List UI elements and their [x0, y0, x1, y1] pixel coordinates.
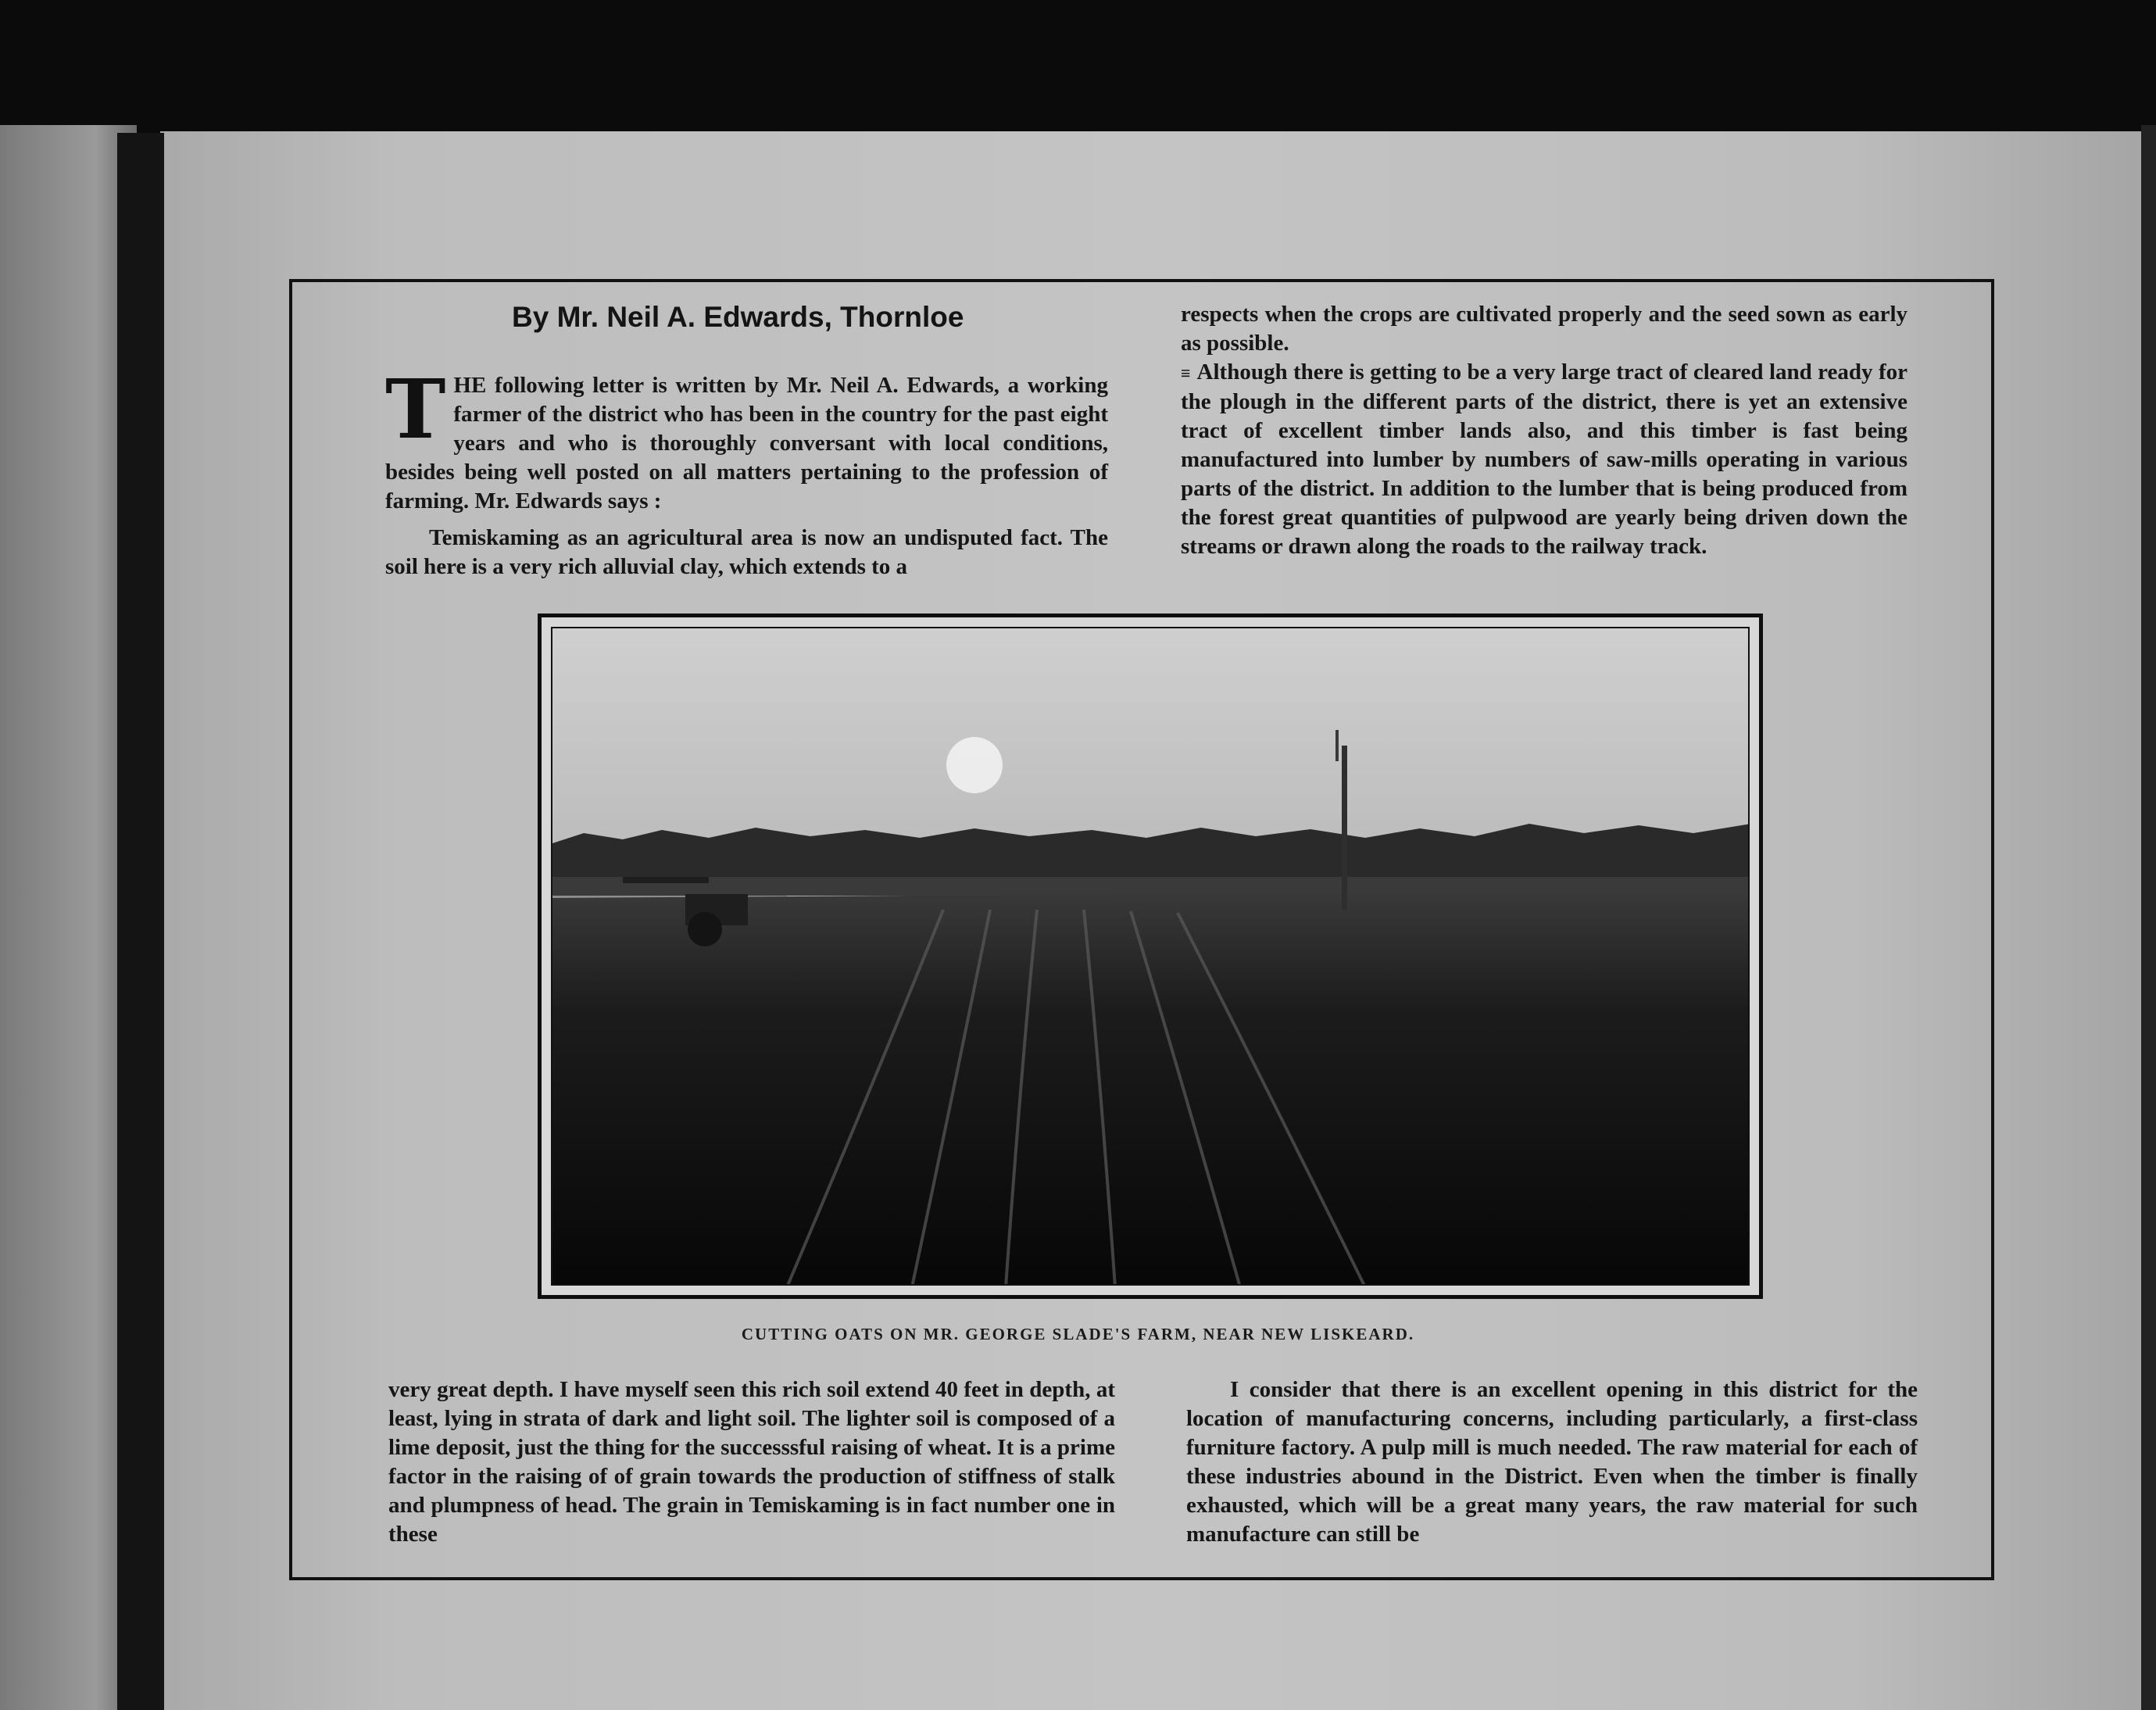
left-column-top: [385, 361, 1108, 581]
farm-photograph: [551, 627, 1750, 1286]
manufacturing-paragraph: I consider that there is an excellent opening in this district for the location of manufacturing concerns, including particularly, a first-class furniture factory. A pulp mill is much needed. The raw material for each of these industries abound in the District. Even when the timber is finally exhausted, which will be a great many years, the raw material for such manufacture can still be: [1186, 1377, 1918, 1547]
right-column-bottom: [1186, 1376, 1918, 1549]
left-column-bottom: [388, 1376, 1115, 1549]
soil-paragraph: Temiskaming as an agricultural area is now an undisputed fact. The soil here is a very rich alluvial clay, which extends to a: [385, 525, 1108, 579]
drop-cap: T: [385, 361, 446, 457]
timber-text: Although there is getting to be a very large tract of cleared land ready for the plough in the different parts of the district, there is yet an extensive tract of excellent timber lands also, and this timber is fast being manufactured into lumber by numbers of saw-mills operating in various parts of the district. In addition to the lumber that is being produced from the forest great quantities of pulpwood are yearly being driven down the streams or drawn along the roads to the railway track.: [1181, 360, 1908, 559]
photo-caption: CUTTING OATS ON MR. GEORGE SLADE'S FARM, NEAR NEW LISKEARD.: [741, 1325, 1415, 1343]
page-edge-right: [2141, 125, 2156, 1710]
intro-paragraph: [385, 361, 1108, 516]
scan-background-top: [0, 0, 2156, 137]
soil-depth-paragraph: very great depth. I have myself seen this rich soil extend 40 feet in depth, at least, lying in strata of dark and light soil. The lighter soil is composed of a lime deposit, just the thing for the successsful raising of wheat. It is a prime factor in the raising of of grain towards the production of stiffness of stalk and plumpness of head. The grain in Temiskaming is in fact number one in these: [388, 1377, 1115, 1547]
binding-gutter: [117, 133, 164, 1710]
paragraph-mark-icon: ≡: [1181, 363, 1191, 383]
crops-paragraph: respects when the crops are cultivated properly and the seed sown as early as possible.: [1181, 302, 1908, 356]
right-column-top: [1181, 300, 1908, 561]
intro-text: HE following letter is written by Mr. Neil A. Edwards, a working farmer of the district who has been in the country for the past eight years and who is thoroughly conversant with local conditions, besides being well posted on all matters pertaining to the profession of farming. Mr. Edwards says :: [385, 373, 1108, 513]
article-byline: By Mr. Neil A. Edwards, Thornloe: [512, 301, 964, 333]
timber-paragraph: [1181, 358, 1908, 561]
oat-field-photo: [552, 628, 1750, 1286]
photograph-frame: [538, 614, 1763, 1299]
facing-page-edge: [0, 125, 137, 1710]
